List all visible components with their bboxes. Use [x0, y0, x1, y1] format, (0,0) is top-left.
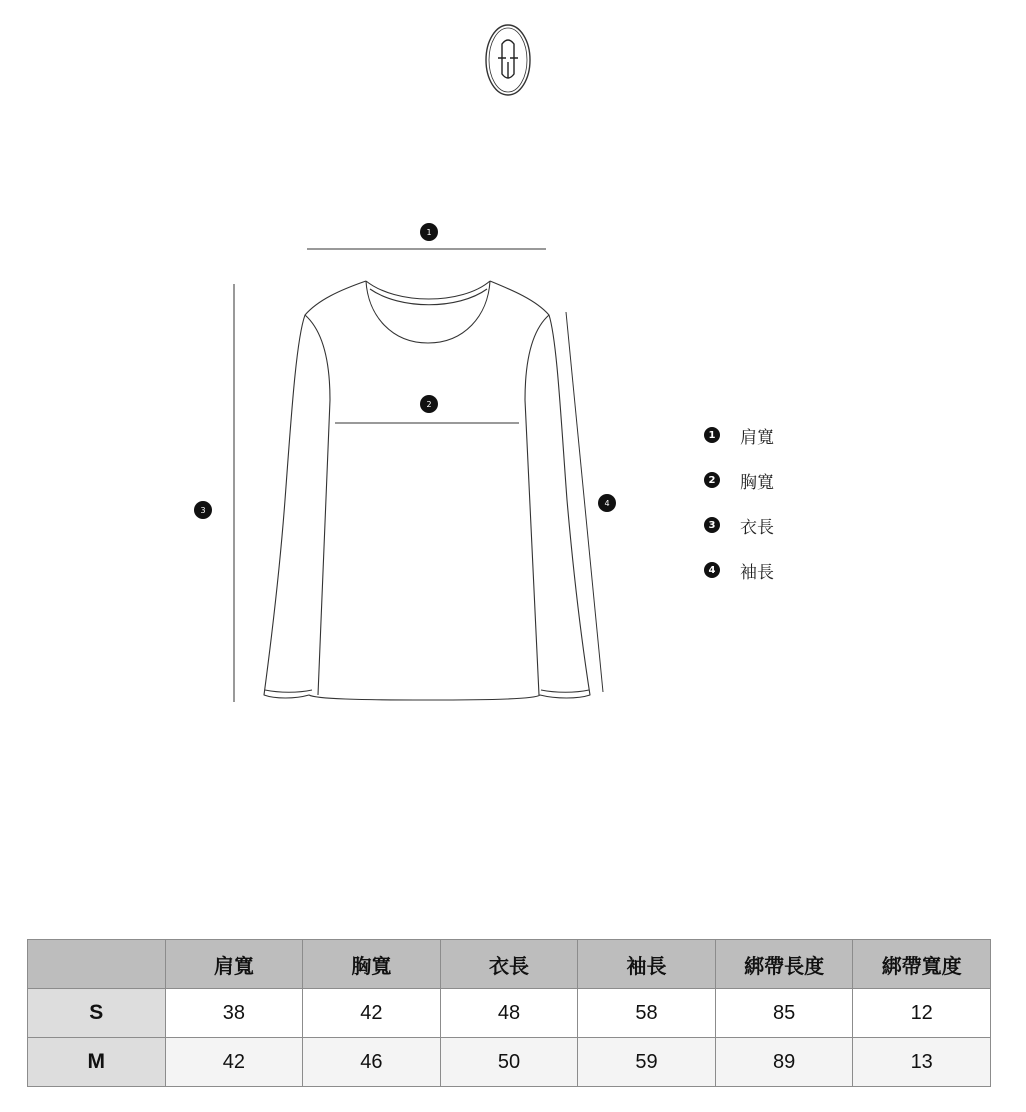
marker-3 — [194, 501, 212, 519]
table-header-tie-width: 綁帶寬度 — [853, 940, 991, 989]
svg-text:2: 2 — [426, 400, 432, 409]
svg-text:3: 3 — [200, 506, 206, 515]
table-header-row — [28, 940, 991, 989]
legend-number: 1 — [704, 427, 720, 443]
sleeve-measure-line — [566, 312, 603, 692]
table-cell: 59 — [578, 1038, 716, 1087]
table-header-chest: 胸寬 — [303, 940, 441, 989]
table-cell: 46 — [303, 1038, 441, 1087]
size-label: S — [28, 989, 166, 1038]
marker-4 — [598, 494, 616, 512]
legend-label: 胸寬 — [740, 472, 774, 493]
table-cell: 13 — [853, 1038, 991, 1087]
svg-text:4: 4 — [604, 499, 610, 508]
legend-number: 3 — [704, 517, 720, 533]
legend-item-chest — [704, 469, 864, 491]
svg-text:1: 1 — [426, 228, 432, 237]
table-header-corner — [28, 940, 166, 989]
legend-number: 4 — [704, 562, 720, 578]
table-cell: 12 — [853, 989, 991, 1038]
legend-label: 衣長 — [740, 517, 774, 538]
table-header-shoulder: 肩寬 — [165, 940, 303, 989]
table-cell: 42 — [303, 989, 441, 1038]
table-row — [28, 1038, 991, 1087]
table-cell: 50 — [440, 1038, 578, 1087]
marker-1 — [420, 223, 438, 241]
table-cell: 89 — [715, 1038, 853, 1087]
table-cell: 48 — [440, 989, 578, 1038]
legend-label: 肩寬 — [740, 427, 774, 448]
size-label: M — [28, 1038, 166, 1087]
table-cell: 38 — [165, 989, 303, 1038]
legend-item-sleeve — [704, 559, 864, 581]
table-header-tie-length: 綁帶長度 — [715, 940, 853, 989]
measurement-legend — [704, 424, 864, 604]
table-cell: 42 — [165, 1038, 303, 1087]
table-cell: 85 — [715, 989, 853, 1038]
legend-number: 2 — [704, 472, 720, 488]
table-cell: 58 — [578, 989, 716, 1038]
legend-item-shoulder — [704, 424, 864, 446]
legend-item-length — [704, 514, 864, 536]
table-header-length: 衣長 — [440, 940, 578, 989]
marker-2 — [420, 395, 438, 413]
table-row — [28, 989, 991, 1038]
table-header-sleeve: 袖長 — [578, 940, 716, 989]
shirt-outline — [264, 281, 590, 700]
legend-label: 袖長 — [740, 562, 774, 583]
size-table — [27, 939, 991, 1087]
